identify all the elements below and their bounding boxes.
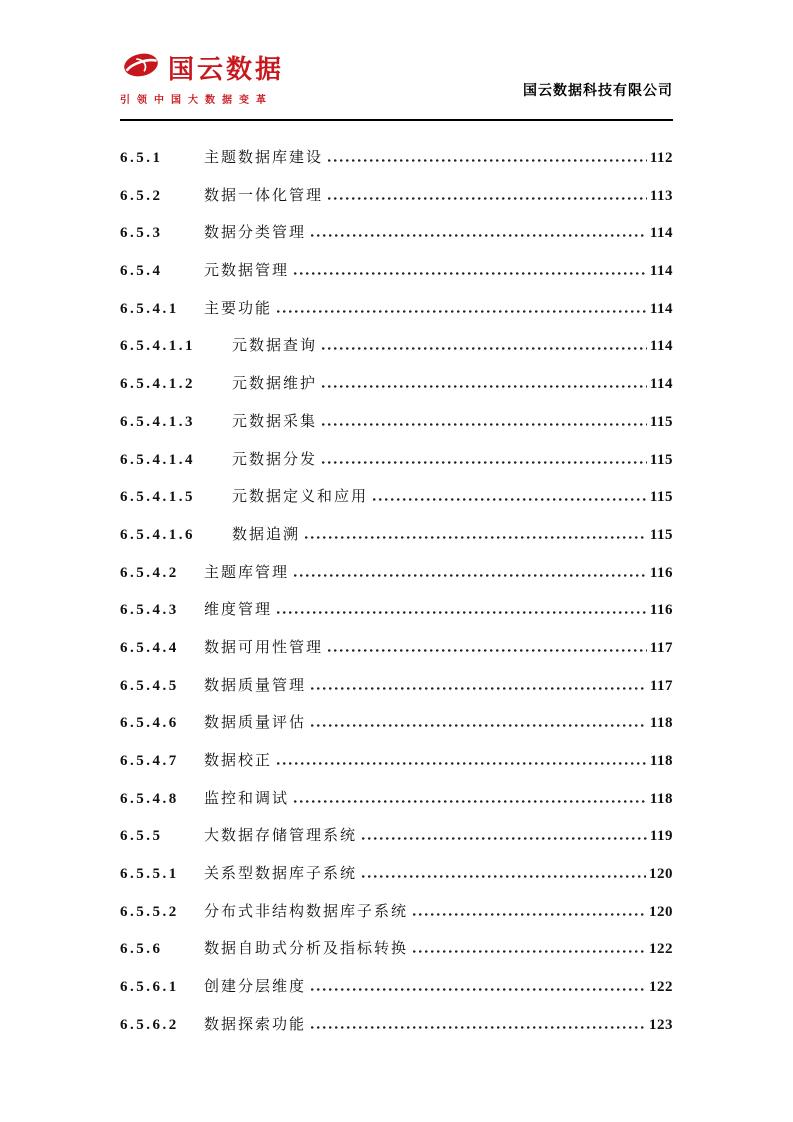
- toc-entry-page: 115: [649, 526, 673, 543]
- toc-entry-number: 6.5.4.1.4: [120, 451, 195, 468]
- toc-entry-title: 数据可用性管理: [204, 639, 324, 656]
- toc-entry-title: 数据自助式分析及指标转换: [204, 941, 409, 958]
- toc-entry[interactable]: [120, 777, 673, 815]
- toc-dot-leader: [294, 272, 647, 275]
- toc-entry-number: 6.5.6.1: [120, 979, 179, 996]
- toc-entry-number: 6.5.4.5: [120, 677, 179, 694]
- toc-entry-page: 115: [649, 451, 673, 468]
- toc-dot-leader: [413, 913, 646, 916]
- toc-entry[interactable]: [120, 249, 673, 287]
- toc-dot-leader: [277, 611, 647, 614]
- toc-entry-title: 数据探索功能: [204, 1016, 307, 1033]
- toc-dot-leader: [362, 837, 647, 840]
- toc-entry[interactable]: [120, 890, 673, 928]
- toc-entry-number: 6.5.6.2: [120, 1016, 179, 1033]
- toc-entry[interactable]: [120, 852, 673, 890]
- toc-entry-title: 分布式非结构数据库子系统: [204, 903, 409, 920]
- toc-entry-title: 元数据查询: [232, 338, 318, 355]
- toc-entry-number: 6.5.2: [120, 187, 163, 204]
- toc-entry-page: 114: [649, 338, 673, 355]
- toc-entry[interactable]: [120, 475, 673, 513]
- toc-entry-page: 118: [649, 715, 673, 732]
- toc-entry-number: 6.5.4.7: [120, 753, 179, 769]
- toc-entry-title: 元数据分发: [232, 451, 318, 468]
- toc-entry-title: 创建分层维度: [204, 979, 307, 996]
- toc-entry-number: 6.5.4.1.5: [120, 489, 195, 506]
- toc-dot-leader: [311, 1026, 646, 1029]
- toc-entry-number: 6.5.4.6: [120, 715, 179, 732]
- toc-entry[interactable]: [120, 174, 673, 212]
- toc-entry-title: 数据质量评估: [204, 715, 307, 732]
- toc-entry[interactable]: [120, 400, 673, 438]
- toc-entry-page: 117: [649, 639, 673, 656]
- toc-entry-title: 数据分类管理: [204, 225, 307, 242]
- logo-tagline: 引领中国大数据变革: [120, 95, 273, 106]
- toc-dot-leader: [322, 461, 647, 464]
- toc-dot-leader: [277, 310, 647, 313]
- toc-entry[interactable]: [120, 965, 673, 1003]
- toc-entry-title: 元数据采集: [232, 413, 318, 430]
- toc-entry[interactable]: [120, 1003, 673, 1041]
- toc-dot-leader: [413, 950, 646, 953]
- toc-entry[interactable]: [120, 438, 673, 476]
- toc-entry-title: 主要功能: [204, 300, 273, 317]
- toc-entry-title: 元数据定义和应用: [232, 489, 369, 506]
- toc-entry[interactable]: [120, 287, 673, 325]
- toc-entry-page: 113: [649, 187, 673, 204]
- toc-entry-number: 6.5.4.8: [120, 790, 179, 807]
- toc-entry-page: 118: [649, 753, 673, 769]
- toc-entry-title: 维度管理: [204, 602, 273, 619]
- toc-entry-title: 主题库管理: [204, 564, 290, 581]
- toc-dot-leader: [277, 762, 647, 765]
- toc-entry-title: 元数据管理: [204, 263, 290, 280]
- toc-entry-page: 123: [649, 1016, 673, 1033]
- toc-entry[interactable]: [120, 551, 673, 589]
- toc-dot-leader: [362, 875, 646, 878]
- toc-entry-number: 6.5.4.1.3: [120, 413, 195, 430]
- toc-entry[interactable]: [120, 324, 673, 362]
- toc-entry[interactable]: [120, 701, 673, 739]
- toc-entry-page: 122: [649, 979, 673, 996]
- toc-entry-number: 6.5.5.2: [120, 903, 179, 920]
- toc-entry-number: 6.5.4.1: [120, 300, 179, 317]
- toc-entry[interactable]: [120, 739, 673, 777]
- toc-entry-number: 6.5.5.1: [120, 866, 179, 883]
- toc-dot-leader: [311, 724, 647, 727]
- toc-dot-leader: [328, 159, 647, 162]
- toc-entry-title: 数据追溯: [232, 526, 301, 543]
- toc-dot-leader: [311, 988, 646, 991]
- toc-entry-page: 114: [649, 225, 673, 242]
- toc-entry-title: 主题数据库建设: [204, 150, 324, 166]
- toc-entry-page: 116: [649, 602, 673, 619]
- toc-entry[interactable]: [120, 626, 673, 664]
- toc-entry-page: 114: [649, 263, 673, 280]
- toc-dot-leader: [305, 536, 647, 539]
- toc-dot-leader: [328, 197, 647, 200]
- page-header: [120, 48, 673, 106]
- toc-entry-page: 118: [649, 790, 673, 807]
- toc-list: [120, 136, 673, 1041]
- toc-dot-leader: [322, 347, 647, 350]
- toc-entry-page: 114: [649, 376, 673, 393]
- toc-entry-title: 数据质量管理: [204, 677, 307, 694]
- toc-entry-number: 6.5.5: [120, 828, 163, 845]
- header-divider: [120, 119, 673, 121]
- toc-entry-page: 112: [649, 150, 673, 166]
- toc-entry-page: 120: [649, 866, 673, 883]
- toc-entry-title: 大数据存储管理系统: [204, 828, 358, 845]
- toc-entry-number: 6.5.1: [120, 150, 163, 166]
- toc-entry-title: 监控和调试: [204, 790, 290, 807]
- toc-entry-number: 6.5.4.1.6: [120, 526, 195, 543]
- toc-entry-title: 数据一体化管理: [204, 187, 324, 204]
- toc-entry[interactable]: [120, 362, 673, 400]
- toc-entry-page: 116: [649, 564, 673, 581]
- toc-dot-leader: [373, 498, 647, 501]
- toc-entry-page: 115: [649, 413, 673, 430]
- toc-entry-title: 关系型数据库子系统: [204, 866, 358, 883]
- toc-entry[interactable]: [120, 664, 673, 702]
- toc-entry-number: 6.5.4.3: [120, 602, 179, 619]
- toc-entry-page: 114: [649, 300, 673, 317]
- toc-entry-number: 6.5.4.2: [120, 564, 179, 581]
- toc-entry[interactable]: [120, 814, 673, 852]
- toc-dot-leader: [322, 423, 647, 426]
- toc-dot-leader: [294, 800, 647, 803]
- toc-entry-title: 数据校正: [204, 753, 273, 769]
- company-name: 国云数据科技有限公司: [523, 84, 673, 99]
- toc-entry-page: 117: [649, 677, 673, 694]
- toc-entry[interactable]: [120, 513, 673, 551]
- toc-dot-leader: [311, 234, 647, 237]
- toc-entry-number: 6.5.4: [120, 263, 163, 280]
- toc-entry-title: 元数据维护: [232, 376, 318, 393]
- toc-entry-page: 122: [649, 941, 673, 958]
- toc-entry-number: 6.5.4.1.2: [120, 376, 195, 393]
- logo-text: 国云数据: [168, 55, 285, 84]
- toc-dot-leader: [322, 385, 647, 388]
- toc-entry-number: 6.5.4.4: [120, 639, 179, 656]
- toc-entry[interactable]: [120, 927, 673, 965]
- toc-entry-number: 6.5.3: [120, 225, 163, 242]
- toc-entry-number: 6.5.4.1.1: [120, 338, 195, 355]
- logo-swirl-icon: [120, 48, 162, 87]
- toc-entry-page: 120: [649, 903, 673, 920]
- toc-dot-leader: [328, 649, 647, 652]
- toc-dot-leader: [311, 687, 647, 690]
- toc-entry-number: 6.5.6: [120, 941, 163, 958]
- toc-dot-leader: [294, 574, 647, 577]
- toc-entry-page: 119: [649, 828, 673, 845]
- toc-entry[interactable]: [120, 136, 673, 174]
- toc-entry-page: 115: [649, 489, 673, 506]
- toc-entry[interactable]: [120, 211, 673, 249]
- toc-entry[interactable]: [120, 588, 673, 626]
